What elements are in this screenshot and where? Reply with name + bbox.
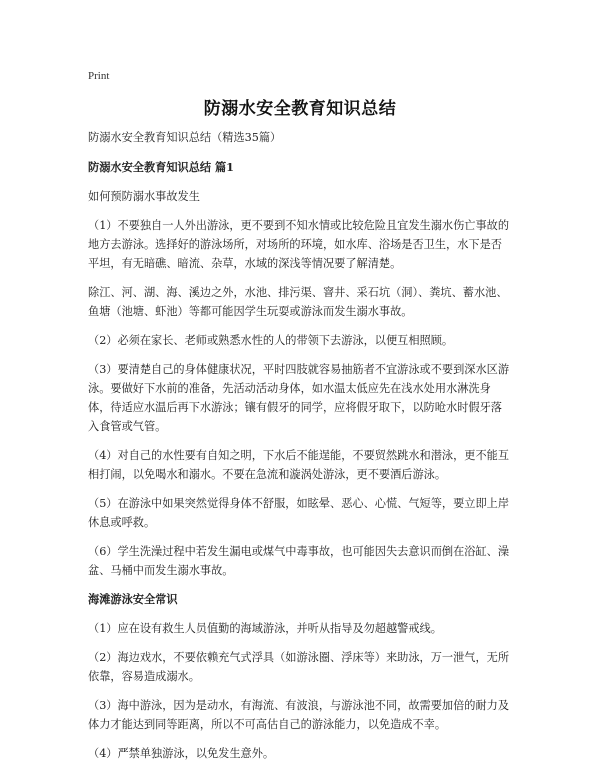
- paragraph: （4）严禁单独游泳，以免发生意外。: [88, 747, 275, 760]
- section-heading-2: 海滩游泳安全常识: [88, 592, 178, 606]
- paragraph: （1）应在设有救生人员值勤的海域游泳，并听从指导及勿超越警戒线。: [88, 622, 442, 635]
- section-subtitle: 如何预防溺水事故发生: [88, 190, 200, 203]
- paragraph: （4）对自己的水性要有自知之明，下水后不能逞能，不要贸然跳水和潜泳，更不能互相打闹，以免喝水和溺水。不要在急流和漩涡处游泳，更不要酒后游泳。: [88, 449, 510, 481]
- document-body: [88, 128, 512, 773]
- paragraph: 除江、河、湖、海、溪边之外，水池、排污渠、窨井、采石坑（洞）、粪坑、蓄水池、鱼塘（池塘、虾池）等都可能因学生玩耍或游泳而发生溺水事故。: [88, 286, 508, 318]
- print-label: Print: [88, 70, 110, 82]
- paragraph: （1）不要独自一人外出游泳，更不要到不知水情或比较危险且宜发生溺水伤亡事故的地方去游泳。选择好的游泳场所，对场所的环境，如水库、浴场是否卫生，水下是否平坦，有无暗礁、暗流、杂草，水域的深浅等情况要了解清楚。: [88, 219, 510, 270]
- paragraph: （5）在游泳中如果突然觉得身体不舒服，如眩晕、恶心、心慌、气短等，要立即上岸休息或呼救。: [88, 497, 510, 529]
- page-title: 防溺水安全教育知识总结: [203, 99, 397, 119]
- intro-text: 防溺水安全教育知识总结（精选35篇）: [88, 131, 282, 144]
- paragraph: （3）要清楚自己的身体健康状况，平时四肢就容易抽筋者不宜游泳或不要到深水区游泳。要做好下水前的准备，先活动活动身体，如水温太低应先在浅水处用水淋洗身体，待适应水温后再下水游泳；镶有假牙的同学，应将假牙取下，以防呛水时假牙落入食管或气管。: [88, 363, 510, 433]
- paragraph: （6）学生洗澡过程中若发生漏电或煤气中毒事故，也可能因失去意识而倒在浴缸、澡盆、马桶中而发生溺水事故。: [88, 545, 510, 577]
- paragraph: （2）海边戏水，不要依赖充气式浮具（如游泳圈、浮床等）来助泳，万一泄气，无所依靠，容易造成溺水。: [88, 651, 510, 683]
- section-heading-1: 防溺水安全教育知识总结 篇1: [88, 160, 234, 174]
- paragraph: （3）海中游泳，因为是动水，有海流、有波浪，与游泳池不同，故需要加倍的耐力及体力才能达到同等距离，所以不可高估自己的游泳能力，以免造成不幸。: [88, 699, 510, 731]
- paragraph: （2）必须在家长、老师或熟悉水性的人的带领下去游泳，以便互相照顾。: [88, 334, 454, 347]
